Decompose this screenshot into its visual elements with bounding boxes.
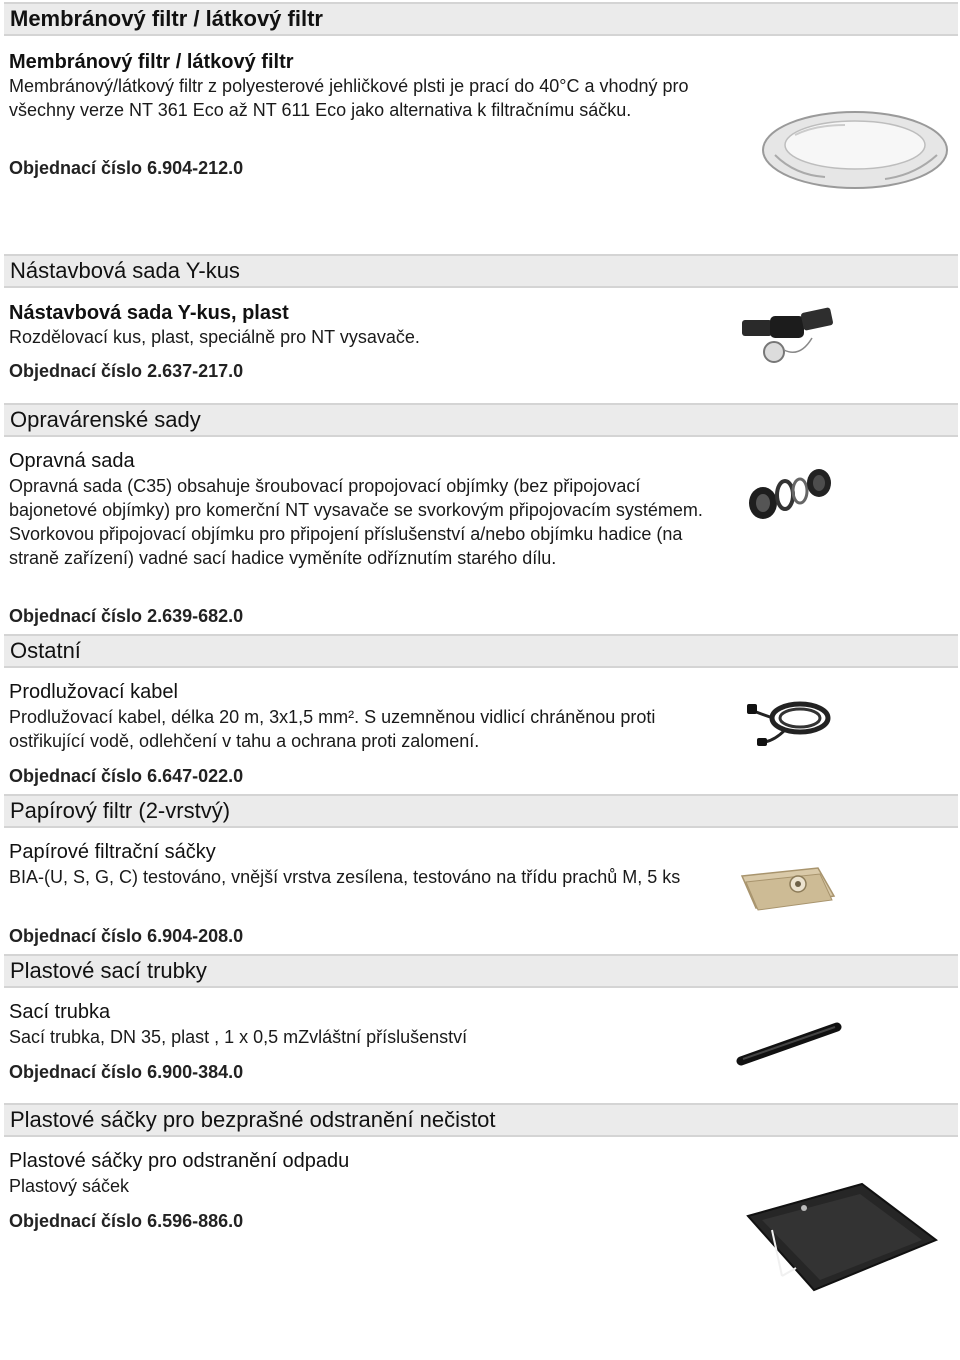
order-number (9, 604, 243, 628)
product-title: Opravná sada (9, 450, 135, 472)
product-description: Opravná sada (C35) obsahuje šroubovací propojovací objímky (bez připojovací bajonetové objímky) pro komerční NT vysavače se svorkovým připojovacím systémem. Svorkovou připojovací objímku pro připojení příslušenství a/nebo objímku hadice (na straně zařízení) vadné sací hadice vyměníte odříznutím starého dílu. (9, 476, 703, 568)
order-label: Objednací číslo (9, 606, 143, 626)
section-header: Ostatní (4, 634, 958, 668)
plastic-bag-image (742, 1180, 942, 1295)
product-title: Plastové sáčky pro odstranění odpadu (9, 1150, 350, 1172)
repair-kit-image (745, 465, 835, 525)
paper-bags-image (738, 862, 838, 914)
order-label: Objednací číslo (9, 158, 143, 178)
section-header: Papírový filtr (2-vrstvý) (4, 794, 958, 828)
product-description: Membránový/látkový filtr z polyesterové jehličkové plsti je prací do 40°C a vhodný pro všechny verze NT 361 Eco až NT 611 Eco jako alternativa k filtračnímu sáčku. (9, 76, 689, 120)
section-header: Membránový filtr / látkový filtr (4, 2, 958, 36)
section-header: Plastové sací trubky (4, 954, 958, 988)
order-number (9, 1209, 243, 1233)
order-value: 6.596-886.0 (147, 1211, 244, 1231)
order-number (9, 156, 243, 180)
product-description: Rozdělovací kus, plast, speciálně pro NT vysavače. (9, 327, 420, 347)
product-description: BIA-(U, S, G, C) testováno, vnější vrstva zesílena, testováno na třídu prachů M, 5 ks (9, 867, 681, 887)
y-piece-image (740, 298, 840, 368)
suction-tube-image (735, 1015, 845, 1070)
product-title: Sací trubka (9, 1001, 111, 1023)
order-label: Objednací číslo (9, 361, 143, 381)
order-label: Objednací číslo (9, 926, 143, 946)
order-value: 2.639-682.0 (147, 606, 244, 626)
product-description: Plastový sáček (9, 1176, 130, 1196)
order-value: 6.904-212.0 (147, 158, 244, 178)
extension-cable-image (745, 690, 835, 750)
product-title: Membránový filtr / látkový filtr (9, 51, 294, 73)
product-title: Nástavbová sada Y-kus, plast (9, 302, 289, 324)
order-value: 2.637-217.0 (147, 361, 244, 381)
membrane-filter-image (755, 95, 955, 200)
order-number (9, 764, 243, 788)
section-header: Nástavbová sada Y-kus (4, 254, 958, 288)
order-label: Objednací číslo (9, 766, 143, 786)
product-title: Papírové filtrační sáčky (9, 841, 216, 863)
order-value: 6.904-208.0 (147, 926, 244, 946)
product-title: Prodlužovací kabel (9, 681, 178, 703)
order-number (9, 359, 243, 383)
order-value: 6.900-384.0 (147, 1062, 244, 1082)
order-number (9, 924, 243, 948)
order-value: 6.647-022.0 (147, 766, 244, 786)
section-header: Plastové sáčky pro bezprašné odstranění nečistot (4, 1103, 958, 1137)
order-label: Objednací číslo (9, 1062, 143, 1082)
order-label: Objednací číslo (9, 1211, 143, 1231)
section-header: Opravárenské sady (4, 403, 958, 437)
product-description: Sací trubka, DN 35, plast , 1 x 0,5 mZvláštní příslušenství (9, 1027, 468, 1047)
order-number (9, 1060, 243, 1084)
product-description: Prodlužovací kabel, délka 20 m, 3x1,5 mm². S uzemněnou vidlicí chráněnou proti ostřikující vodě, odlehčení v tahu a ochrana proti zalomení. (9, 707, 656, 751)
